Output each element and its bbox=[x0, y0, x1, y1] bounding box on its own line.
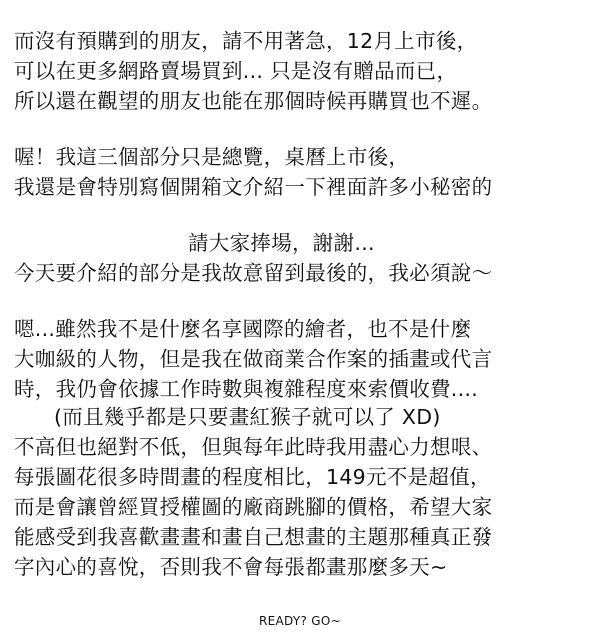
text-line: 請大家捧場，謝謝... bbox=[188, 231, 375, 255]
text-line: 而是會讓曾經買授權圖的廠商跳腳的價格，希望大家 bbox=[14, 495, 493, 519]
text-line: 可以在更多網路賣場買到... 只是沒有贈品而已， bbox=[14, 59, 458, 83]
text-line: 今天要介紹的部分是我故意留到最後的，我必須說～ bbox=[14, 261, 493, 285]
text-line: 嗯...雖然我不是什麼名享國際的繪者，也不是什麼 bbox=[14, 317, 472, 341]
text-line: 字內心的喜悅，否則我不會每張都畫那麼多天~ bbox=[14, 555, 448, 579]
text-line: 能感受到我喜歡畫畫和畫自己想畫的主題那種真正發 bbox=[14, 525, 493, 549]
text-line: 所以還在觀望的朋友也能在那個時候再購買也不遲。 bbox=[14, 89, 493, 113]
text-line: 我還是會特別寫個開箱文介紹一下裡面許多小秘密的 bbox=[14, 175, 493, 199]
text-line: 每張圖花很多時間畫的程度相比，149元不是超值， bbox=[14, 465, 491, 489]
closing-line: READY? GO~ bbox=[258, 614, 342, 628]
text-line: 喔！我這三個部分只是總覽，桌曆上市後， bbox=[14, 145, 410, 169]
text-line: 而沒有預購到的朋友，請不用著急，12月上市後， bbox=[14, 29, 478, 53]
text-line: (而且幾乎都是只要畫紅猴子就可以了 XD) bbox=[54, 405, 441, 429]
text-line: 不高但也絕對不低，但與每年此時我用盡心力想哏、 bbox=[14, 435, 493, 459]
text-line: 大咖級的人物，但是我在做商業合作案的插畫或代言 bbox=[14, 347, 493, 371]
text-line: 時，我仍會依據工作時數與複雜程度來索價收費.... bbox=[14, 377, 479, 401]
